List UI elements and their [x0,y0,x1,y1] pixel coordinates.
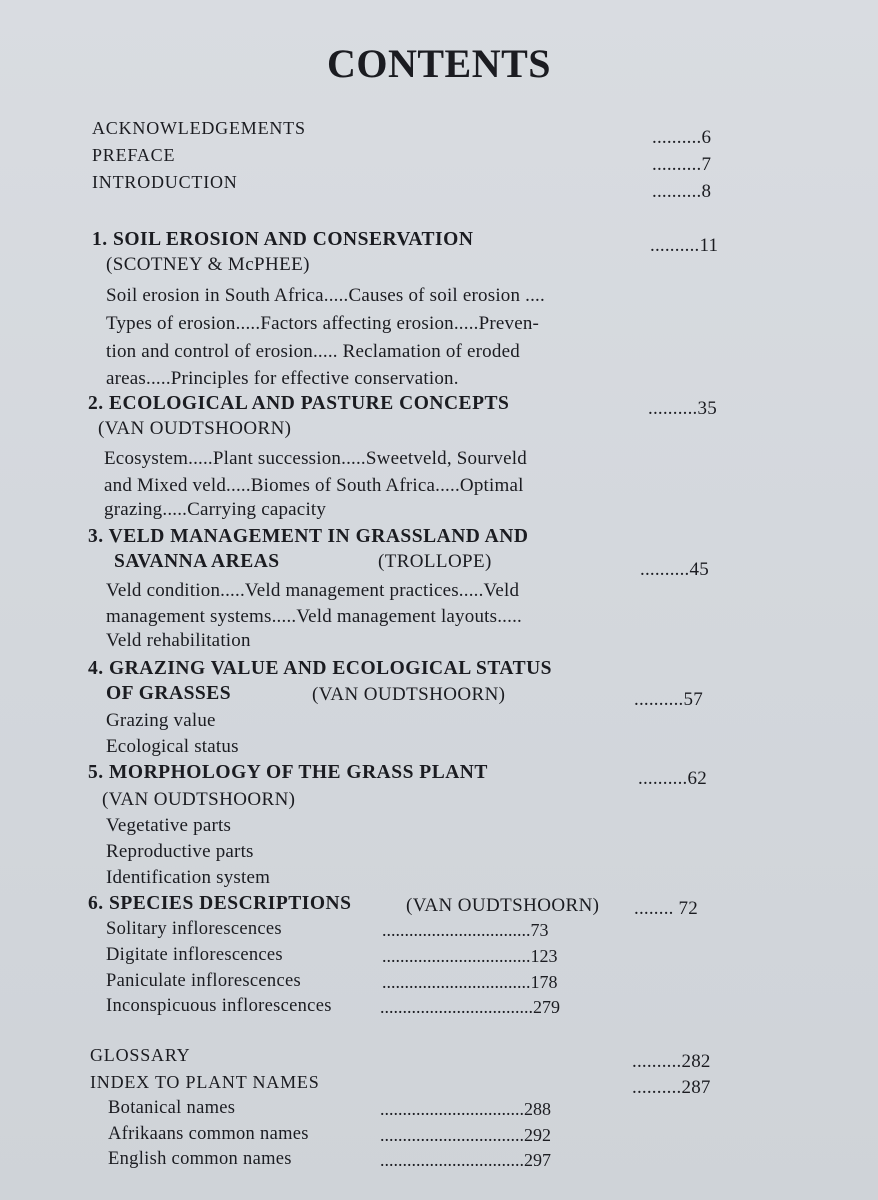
species-sub-inconspicuous: Inconspicuous inflorescences [106,996,332,1016]
toc-entry-preface: PREFACE [92,145,176,165]
chapter-3-heading-line-2: SAVANNA AREAS [114,551,280,572]
index-sub-afrikaans: Afrikaans common names [108,1124,309,1144]
index-sub-botanical-page: ................................288 [380,1099,551,1119]
chapter-2-line-3: grazing.....Carrying capacity [104,499,327,520]
species-sub-paniculate-page: .................................178 [382,972,558,992]
chapter-5-author: (VAN OUDTSHOORN) [102,789,296,810]
chapter-5-line-3: Identification system [106,867,271,888]
index-sub-afrikaans-page: ................................292 [380,1125,551,1145]
toc-page-index: ..........287 [632,1077,711,1098]
toc-page-preface: ..........7 [652,154,712,175]
index-sub-botanical: Botanical names [108,1098,236,1118]
chapter-1-line-4: areas.....Principles for effective conservation. [106,368,459,389]
species-sub-inconspicuous-page: ..................................279 [380,997,560,1017]
chapter-1-line-2: Types of erosion.....Factors affecting erosion.....Preven- [106,313,540,334]
toc-page-introduction: ..........8 [652,181,712,202]
chapter-6-heading: 6. SPECIES DESCRIPTIONS [88,893,352,914]
chapter-6-page: ........ 72 [634,898,698,919]
chapter-1-heading: 1. SOIL EROSION AND CONSERVATION [92,229,474,250]
chapter-3-heading-line-1: 3. VELD MANAGEMENT IN GRASSLAND AND [88,526,529,547]
species-sub-digitate-page: .................................123 [382,946,558,966]
chapter-1-author: (SCOTNEY & McPHEE) [106,254,310,275]
chapter-2-author: (VAN OUDTSHOORN) [98,418,292,439]
chapter-5-heading: 5. MORPHOLOGY OF THE GRASS PLANT [88,762,488,783]
toc-entry-index: INDEX TO PLANT NAMES [90,1072,320,1092]
chapter-3-line-3: Veld rehabilitation [106,630,251,651]
chapter-2-page: ..........35 [648,398,717,419]
toc-entry-introduction: INTRODUCTION [92,172,238,192]
chapter-4-heading-line-2: OF GRASSES [106,683,232,704]
toc-entry-glossary: GLOSSARY [90,1045,191,1065]
toc-page-glossary: ..........282 [632,1051,711,1072]
chapter-3-line-2: management systems.....Veld management layouts..... [106,606,522,627]
species-sub-digitate: Digitate inflorescences [106,945,283,965]
chapter-1-line-1: Soil erosion in South Africa.....Causes of soil erosion .... [106,285,545,306]
chapter-5-page: ..........62 [638,768,707,789]
chapter-6-author: (VAN OUDTSHOORN) [406,895,600,916]
chapter-3-author: (TROLLOPE) [378,551,492,572]
species-sub-solitary: Solitary inflorescences [106,919,282,939]
toc-entry-acknowledgements: ACKNOWLEDGEMENTS [92,118,306,138]
chapter-1-line-3: tion and control of erosion..... Reclamation of eroded [106,341,520,362]
toc-page-acknowledgements: ..........6 [652,127,712,148]
chapter-4-line-2: Ecological status [106,736,239,757]
index-sub-english: English common names [108,1149,292,1169]
species-sub-paniculate: Paniculate inflorescences [106,971,301,991]
chapter-4-line-1: Grazing value [106,710,216,731]
chapter-4-heading-line-1: 4. GRAZING VALUE AND ECOLOGICAL STATUS [88,658,552,679]
chapter-5-line-1: Vegetative parts [106,815,232,836]
chapter-4-author: (VAN OUDTSHOORN) [312,684,506,705]
chapter-3-line-1: Veld condition.....Veld management practices.....Veld [106,580,520,601]
chapter-2-line-2: and Mixed veld.....Biomes of South Africa.....Optimal [104,475,524,496]
chapter-4-page: ..........57 [634,689,703,710]
chapter-2-line-1: Ecosystem.....Plant succession.....Sweetveld, Sourveld [104,448,527,469]
index-sub-english-page: ................................297 [380,1150,551,1170]
species-sub-solitary-page: .................................73 [382,920,549,940]
chapter-5-line-2: Reproductive parts [106,841,254,862]
chapter-3-page: ..........45 [640,559,709,580]
chapter-2-heading: 2. ECOLOGICAL AND PASTURE CONCEPTS [88,393,510,414]
page-title: CONTENTS [326,41,552,86]
chapter-1-page: ..........11 [650,235,719,256]
